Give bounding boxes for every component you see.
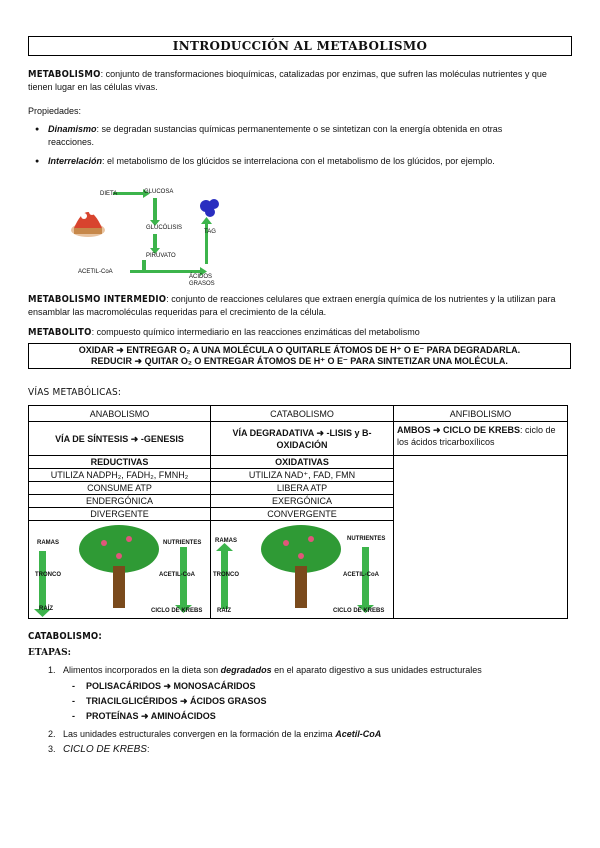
etapa-1-em: degradados [220, 665, 272, 675]
metabolito-def: : compuesto químico intermediario en las reacciones enzimáticas del metabolismo [91, 327, 420, 337]
intermedio-term: METABOLISMO INTERMEDIO [28, 294, 167, 305]
etapa-3-num: 3. [48, 744, 56, 754]
intermedio-definition [28, 293, 573, 319]
etapa-3-post: : [146, 744, 150, 754]
cat-oxidativas: OXIDATIVAS [211, 456, 394, 469]
glucosa-label: GLUCOSA [144, 189, 174, 195]
tree1-raiz: RAÍZ [39, 606, 53, 612]
metabolito-definition [28, 326, 573, 339]
bullet-interrelacion [48, 155, 548, 168]
anf-bold: AMBOS ➜ CICLO DE KREBS [397, 425, 521, 435]
tree2-tronco: TRONCO [213, 572, 239, 578]
tree1-krebs: CICLO DE KREBS [151, 608, 203, 614]
etapa-1 [48, 664, 482, 677]
metabolito-term: METABOLITO [28, 327, 92, 338]
etapa-2-pre: Las unidades estructurales convergen en la formación de la enzima [63, 729, 336, 739]
anf-via [394, 422, 568, 456]
cat-atp: LIBERA ATP [211, 482, 394, 495]
header-anfibolismo: ANFIBOLISMO [394, 406, 568, 422]
header-anabolismo: ANABOLISMO [29, 406, 211, 422]
cat-utiliza: UTILIZA NAD⁺, FAD, FMN [211, 469, 394, 482]
acetil-label: ACETIL-CoA [78, 269, 113, 275]
tree1-acetil: ACETIL-CoA [159, 572, 195, 578]
etapa-2-em: Acetil-CoA [335, 729, 382, 739]
anf-rest: : ciclo de los ácidos tricarboxílicos [397, 425, 556, 447]
tree1-ramas: RAMAS [37, 540, 59, 546]
tree1-nutrientes: NUTRIENTES [163, 540, 202, 546]
dieta-label: DIETA [100, 191, 118, 197]
arrow-glucolisis-piruvato [153, 234, 157, 250]
ana-tree-cell [29, 521, 211, 619]
adipose-icon [200, 199, 219, 217]
tree2-krebs: CICLO DE KREBS [333, 608, 385, 614]
ana-reductivas: REDUCTIVAS [29, 456, 211, 469]
cat-tree-cell [211, 521, 394, 619]
metabolismo-term: METABOLISMO [28, 69, 101, 80]
dinamismo-text: : se degradan sustancias químicas permanentemente o se sintetizan con la energía obtenida en otras reacciones. [48, 124, 503, 147]
tree2-acetil: ACETIL-CoA [343, 572, 379, 578]
reducir-line: REDUCIR ➜ QUITAR O₂ O ENTREGAR ÁTOMOS DE H⁺ O E⁻ PARA SINTETIZAR UNA MOLÉCULA. [91, 356, 508, 366]
glucolisis-label: GLUCÓLISIS [146, 225, 183, 231]
tag-label: TAG [204, 229, 216, 235]
vias-table [28, 405, 568, 619]
etapa-1-num: 1. [48, 665, 56, 675]
propiedades-label: Propiedades: [28, 106, 82, 116]
interrelacion-term: Interrelación [48, 156, 103, 166]
etapa-1-post: en el aparato digestivo a sus unidades estructurales [271, 665, 482, 675]
etapas-title: ETAPAS: [28, 648, 71, 658]
ana-via: VÍA DE SÍNTESIS ➜ -GENESIS [29, 422, 211, 456]
anf-empty [394, 456, 568, 619]
arrow-dieta-glucosa [113, 192, 143, 195]
arrow-acetil-acidos [130, 270, 200, 273]
intermedio-def: : conjunto de reacciones celulares que extraen energía química de los nutrientes y la utilizan para ensamblar las macromoléculas requeridas para el crecimiento de la célula. [28, 294, 556, 317]
bullet-dinamismo [48, 123, 548, 149]
metabolismo-def: : conjunto de transformaciones bioquímicas, catalizadas por enzimas, que sufren las moléculas nutrientes y que tienen lugar en las células vivas. [28, 69, 547, 92]
catabolismo-title: CATABOLISMO: [28, 631, 103, 642]
ana-dir: DIVERGENTE [29, 508, 211, 521]
tree2-nutrientes: NUTRIENTES [347, 536, 386, 542]
redox-box [28, 343, 571, 369]
subitem-1: - POLISACÁRIDOS ➜ MONOSACÁRIDOS [86, 680, 256, 693]
cat-dir: CONVERGENTE [211, 508, 394, 521]
piruvato-label: PIRUVATO [146, 253, 176, 259]
arrow-glucosa-glucolisis [153, 198, 157, 220]
page-title: INTRODUCCIÓN AL METABOLISMO [28, 36, 572, 56]
cat-via: VÍA DEGRADATIVA ➜ -LISIS y B-OXIDACIÓN [211, 422, 394, 456]
vias-title: VÍAS METABÓLICAS: [28, 387, 122, 398]
subitem-2: - TRIACILGLICÉRIDOS ➜ ÁCIDOS GRASOS [86, 695, 267, 708]
tree2-raiz: RAÍZ [217, 608, 231, 614]
etapa-1-pre: Alimentos incorporados en la dieta son [63, 665, 221, 675]
ana-energia: ENDERGÓNICA [29, 495, 211, 508]
oxidar-line: OXIDAR ➜ ENTREGAR O₂ A UNA MOLÉCULA O QUITARLE ÁTOMOS DE H⁺ O E⁻ PARA DEGRADARLA. [78, 345, 521, 355]
header-catabolismo: CATABOLISMO [211, 406, 394, 422]
dinamismo-term: Dinamismo [48, 124, 97, 134]
etapa-2-num: 2. [48, 729, 56, 739]
metabolism-diagram [66, 186, 266, 286]
food-icon [71, 209, 105, 237]
acidos-label: ÁCIDOS GRASOS [189, 274, 215, 287]
subitem-3: - PROTEÍNAS ➜ AMINOÁCIDOS [86, 710, 216, 723]
cat-energia: EXERGÓNICA [211, 495, 394, 508]
ana-atp: CONSUME ATP [29, 482, 211, 495]
etapa-2 [48, 728, 381, 741]
etapa-3 [48, 743, 149, 756]
tree1-tronco: TRONCO [35, 572, 61, 578]
interrelacion-text: : el metabolismo de los glúcidos se interrelaciona con el metabolismo de los glúcidos, por ejemplo. [102, 156, 495, 166]
metabolismo-definition [28, 68, 573, 94]
ana-utiliza: UTILIZA NADPH₂, FADH₂, FMNH₂ [29, 469, 211, 482]
tree2-ramas: RAMAS [215, 538, 237, 544]
etapa-3-em: CICLO DE KREBS [63, 744, 147, 755]
